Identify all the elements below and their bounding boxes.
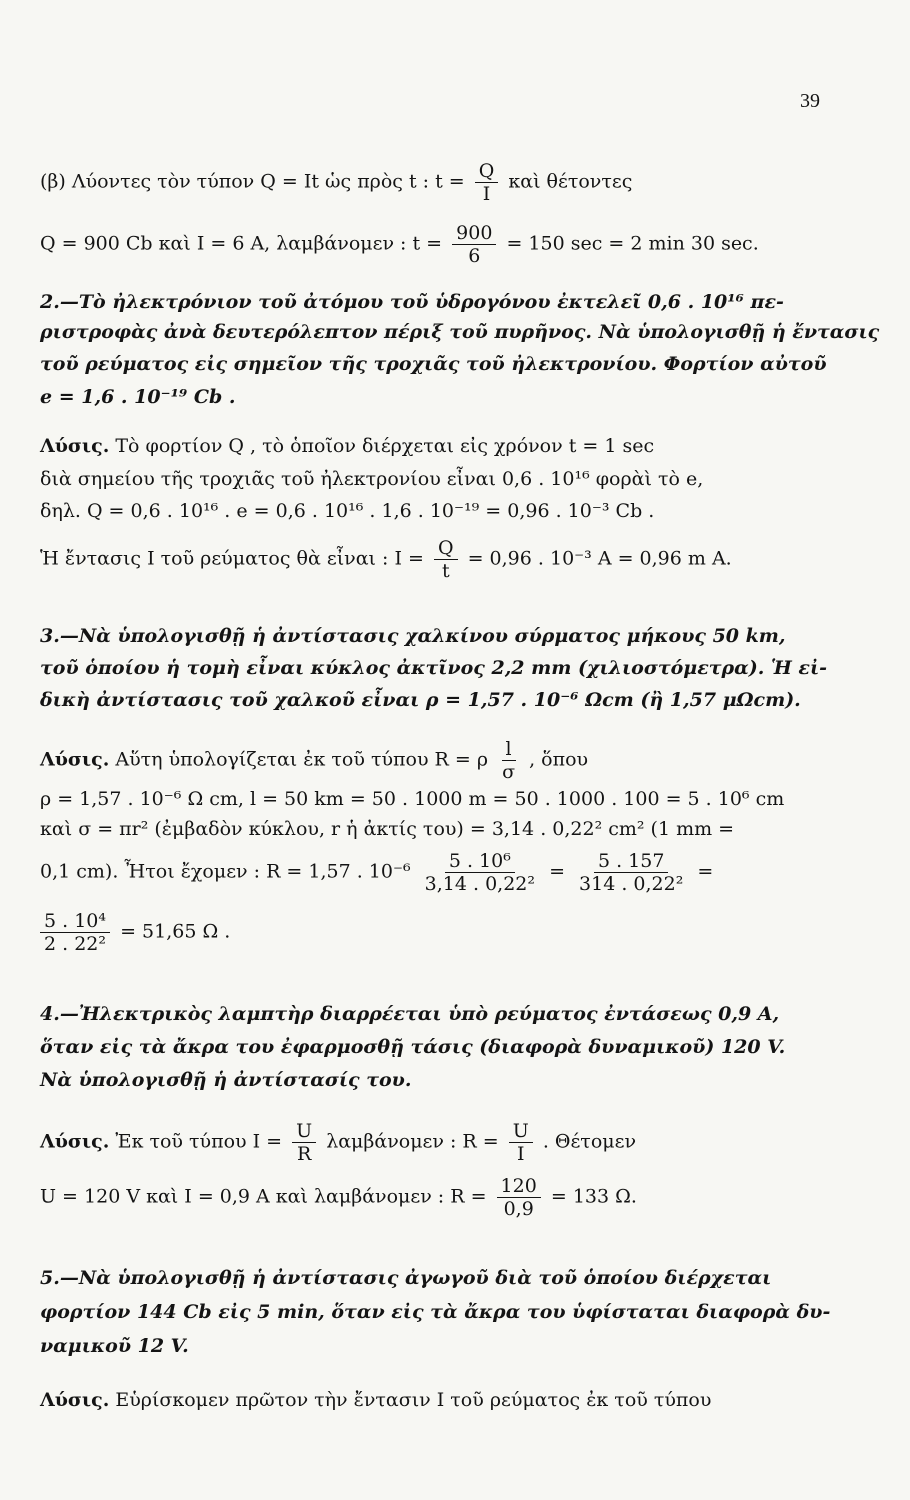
problem-4-solution-line-2: U = 120 V καὶ I = 0,9 A καὶ λαμβάνομεν : R = $\frac{120}{0,9}$ = 133 Ω.	[40, 1175, 637, 1220]
problem-4-line-2: ὅταν εἰς τὰ ἄκρα του ἐφαρμοσθῇ τάσις (διαφορὰ δυναμικοῦ) 120 V.	[40, 1036, 786, 1058]
problem-4-line-1: 4.—Ἠλεκτρικὸς λαμπτὴρ διαρρέεται ὑπὸ ρεύματος ἐντάσεως 0,9 A,	[40, 1003, 780, 1025]
problem-5-line-3: ναμικοῦ 12 V.	[40, 1335, 189, 1357]
fraction-5e4-over-2x22: $\frac{\text{5 . 10⁴}}{\text{2 . 22²}}$	[40, 910, 110, 955]
fraction-900-over-6: $\frac{900}{6}$	[452, 222, 496, 267]
problem-2-solution-line-1: Λύσις. Τὸ φορτίον Q , τὸ ὁποῖον διέρχεται εἰς χρόνον t = 1 sec	[40, 435, 655, 457]
fraction-q-over-i: $\frac{Q}{I}$	[475, 160, 499, 205]
problem-2-line-1: 2.—Τὸ ἠλεκτρόνιον τοῦ ἀτόμου τοῦ ὑδρογόνου ἐκτελεῖ 0,6 . 10¹⁶ πε-	[40, 291, 784, 313]
solution-label: Λύσις.	[40, 748, 110, 771]
fraction-l-over-sigma: $\frac{l}{\sigma}$	[502, 738, 516, 783]
solution-label: Λύσις.	[40, 435, 110, 457]
problem-3-solution-line-5: $\frac{\text{5 . 10⁴}}{\text{2 . 22²}}$ = 51,65 Ω .	[40, 910, 850, 955]
problem-2-line-2: ριστροφὰς ἀνὰ δευτερόλεπτον πέριξ τοῦ πυρῆνος. Νὰ ὑπολογισθῇ ἡ ἔντασις	[40, 321, 880, 343]
solution-label: Λύσις.	[40, 1389, 110, 1411]
problem-3-line-3: δικὴ ἀντίστασις τοῦ χαλκοῦ εἶναι ρ = 1,57 . 10⁻⁶ Ωcm (ἢ 1,57 μΩcm).	[40, 689, 801, 711]
problem-4-solution-line-1: Λύσις. Ἐκ τοῦ τύπου I = $\frac{U}{R}$ λαμβάνομεν : R = $\frac{U}{I}$ . Θέτομεν	[40, 1120, 637, 1165]
problem-3-solution-line-4: 0,1 cm). Ἦτοι ἔχομεν : R = 1,57 . 10⁻⁶ $\frac{\text{5 . 10⁶}}{\text{3,14 . 0,22²}}$ = $\frac{5 . 157}{\text{314 . 0,22²}}$ =	[40, 850, 714, 895]
problem-3-solution-line-3: καὶ σ = πr² (ἐμβαδὸν κύκλου, r ἡ ἀκτίς του) = 3,14 . 0,22² cm² (1 mm =	[40, 818, 735, 840]
page-number: 39	[800, 90, 820, 112]
fraction-q-over-t: $\frac{Q}{t}$	[434, 537, 458, 582]
problem-3-line-2: τοῦ ὁποίου ἡ τομὴ εἶναι κύκλος ἀκτῖνος 2,2 mm (χιλιοστόμετρα). Ἡ εἰ-	[40, 657, 828, 679]
problem-2-solution-line-2: διὰ σημείου τῆς τροχιᾶς τοῦ ἠλεκτρονίου εἶναι 0,6 . 10¹⁶ φορὰὶ τὸ e,	[40, 468, 704, 490]
problem-3-solution-line-2: ρ = 1,57 . 10⁻⁶ Ω cm, l = 50 km = 50 . 1000 m = 50 . 1000 . 100 = 5 . 10⁶ cm	[40, 788, 785, 810]
problem-3-solution-line-1: Λύσις. Αὕτη ὑπολογίζεται ἐκ τοῦ τύπου R = ρ $\frac{l}{\sigma}$ , ὅπου	[40, 738, 589, 783]
problem-5-solution-line-1: Λύσις. Εὑρίσκομεν πρῶτον τὴν ἔντασιν I τοῦ ρεύματος ἐκ τοῦ τύπου	[40, 1389, 712, 1411]
fraction-5x157-over-314: $\frac{5 . 157}{\text{314 . 0,22²}}$	[579, 850, 684, 895]
problem-2-solution-line-4: Ἡ ἔντασις I τοῦ ρεύματος θὰ εἶναι : I = $\frac{Q}{t}$ = 0,96 . 10⁻³ A = 0,96 m A.	[40, 537, 732, 582]
problem-5-line-2: φορτίον 144 Cb εἰς 5 min, ὅταν εἰς τὰ ἄκρα του ὑφίσταται διαφορὰ δυ-	[40, 1301, 831, 1323]
beta-line-2: Q = 900 Cb καὶ I = 6 A, λαμβάνομεν : t = $\frac{900}{6}$ = 150 sec = 2 min 30 sec.	[40, 222, 759, 267]
problem-2-solution-line-3: δηλ. Q = 0,6 . 10¹⁶ . e = 0,6 . 10¹⁶ . 1,6 . 10⁻¹⁹ = 0,96 . 10⁻³ Cb .	[40, 500, 655, 522]
fraction-120-over-09: $\frac{120}{0,9}$	[497, 1175, 541, 1220]
fraction-5e6-over-314: $\frac{\text{5 . 10⁶}}{\text{3,14 . 0,22²}}$	[424, 850, 536, 895]
solution-label: Λύσις.	[40, 1130, 110, 1153]
problem-2-line-3: τοῦ ρεύματος εἰς σημεῖον τῆς τροχιᾶς τοῦ ἠλεκτρονίου. Φορτίον αὐτοῦ	[40, 353, 827, 375]
fraction-u-over-i: $\frac{U}{I}$	[509, 1120, 533, 1165]
problem-2-line-4: e = 1,6 . 10⁻¹⁹ Cb .	[40, 386, 236, 408]
problem-5-line-1: 5.—Νὰ ὑπολογισθῇ ἡ ἀντίστασις ἀγωγοῦ διὰ τοῦ ὁποίου διέρχεται	[40, 1267, 772, 1289]
problem-4-line-3: Νὰ ὑπολογισθῇ ἡ ἀντίστασίς του.	[40, 1069, 412, 1091]
fraction-u-over-r: $\frac{U}{R}$	[292, 1120, 316, 1165]
problem-3-line-1: 3.—Νὰ ὑπολογισθῇ ἡ ἀντίστασις χαλκίνου σύρματος μήκους 50 km,	[40, 625, 786, 647]
beta-line-1: (β) Λύοντες τὸν τύπον Q = It ὡς πρὸς t : t = $\frac{Q}{I}$ καὶ θέτοντες	[40, 160, 633, 205]
